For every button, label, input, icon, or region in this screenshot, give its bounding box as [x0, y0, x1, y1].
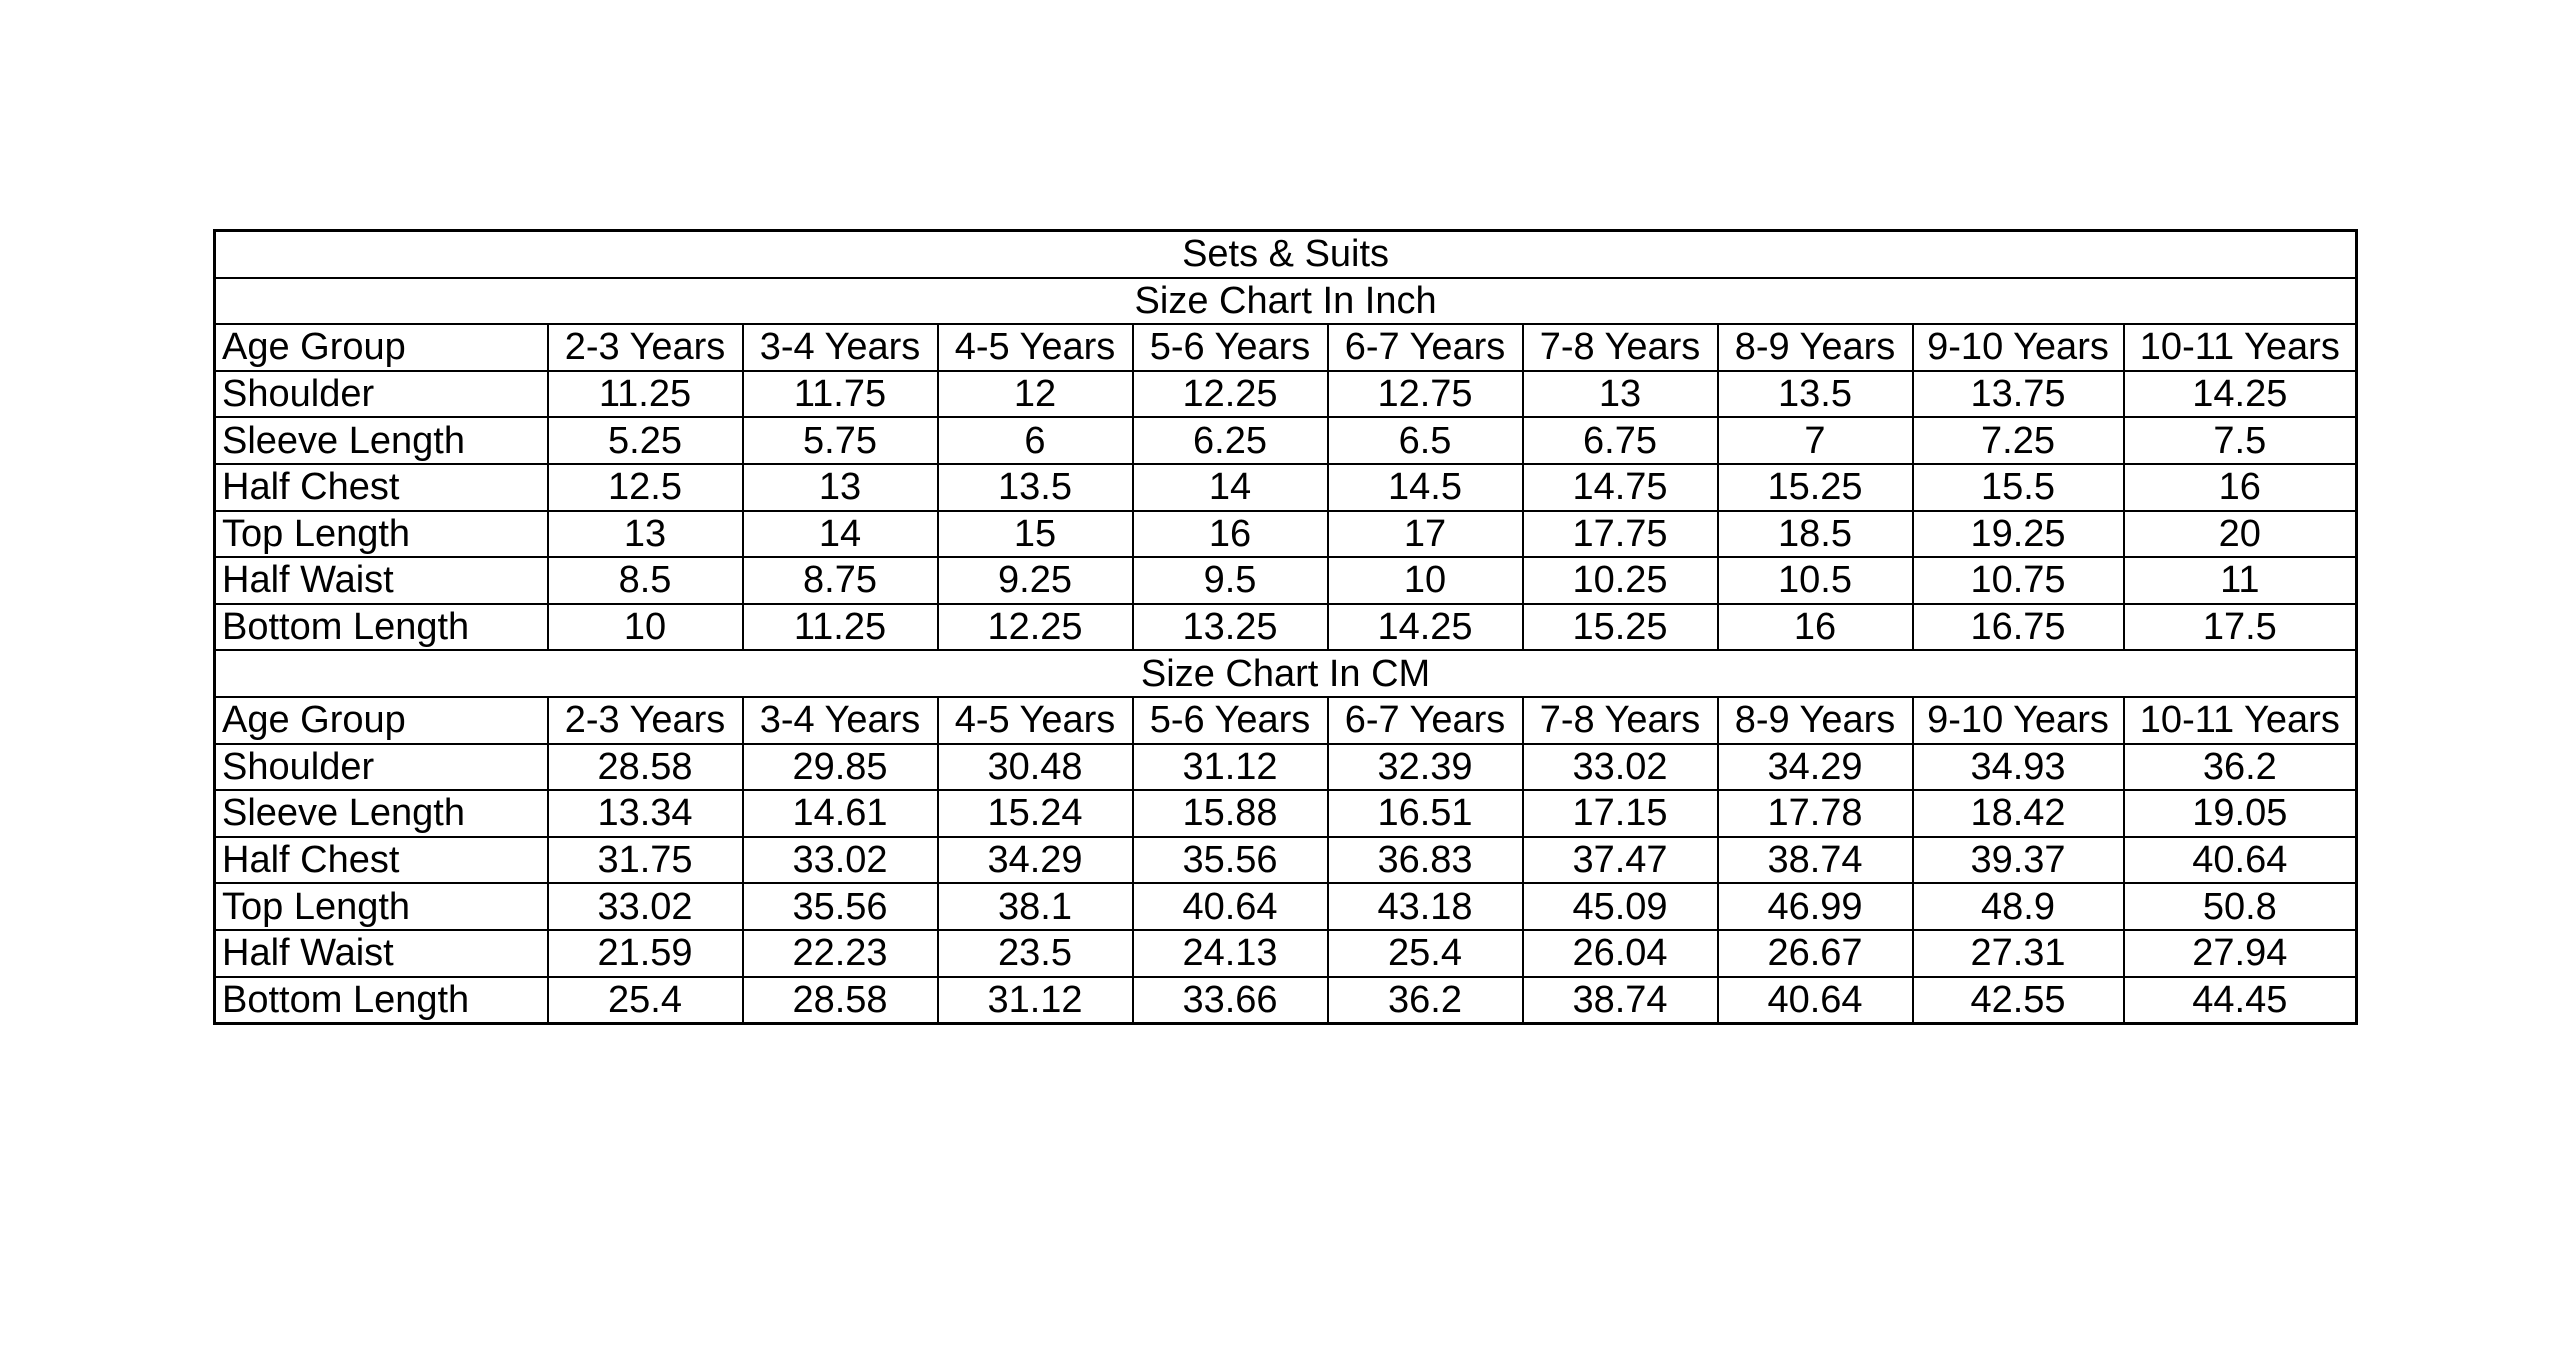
table-cell: 20 — [2124, 511, 2357, 558]
table-cell: 40.64 — [1133, 883, 1328, 930]
table-cell: 16 — [1133, 511, 1328, 558]
table-cell: 27.31 — [1913, 930, 2124, 977]
row-label-half-chest: Half Chest — [215, 837, 548, 884]
column-header: 4-5 Years — [938, 697, 1133, 744]
column-header-row-inch — [215, 324, 2357, 371]
column-header: 3-4 Years — [743, 324, 938, 371]
table-cell: 17.15 — [1523, 790, 1718, 837]
column-header: 5-6 Years — [1133, 324, 1328, 371]
table-cell: 11.75 — [743, 371, 938, 418]
table-cell: 12.5 — [548, 464, 743, 511]
table-row — [215, 883, 2357, 930]
table-row — [215, 557, 2357, 604]
table-cell: 34.93 — [1913, 744, 2124, 791]
table-cell: 12 — [938, 371, 1133, 418]
table-cell: 10 — [548, 604, 743, 651]
table-cell: 30.48 — [938, 744, 1133, 791]
table-cell: 17 — [1328, 511, 1523, 558]
table-cell: 15.5 — [1913, 464, 2124, 511]
table-cell: 37.47 — [1523, 837, 1718, 884]
table-row — [215, 977, 2357, 1024]
table-cell: 7.5 — [2124, 417, 2357, 464]
table-cell: 15 — [938, 511, 1133, 558]
table-cell: 26.67 — [1718, 930, 1913, 977]
table-cell: 19.05 — [2124, 790, 2357, 837]
table-cell: 10 — [1328, 557, 1523, 604]
column-header: 10-11 Years — [2124, 697, 2357, 744]
section-heading-row-inch — [215, 278, 2357, 325]
table-cell: 28.58 — [743, 977, 938, 1024]
table-row — [215, 511, 2357, 558]
size-chart-body — [215, 231, 2357, 1024]
table-row — [215, 744, 2357, 791]
table-cell: 10.25 — [1523, 557, 1718, 604]
row-label-bottom-length: Bottom Length — [215, 977, 548, 1024]
table-cell: 44.45 — [2124, 977, 2357, 1024]
table-row — [215, 790, 2357, 837]
table-cell: 9.5 — [1133, 557, 1328, 604]
table-cell: 11 — [2124, 557, 2357, 604]
table-cell: 36.2 — [2124, 744, 2357, 791]
table-cell: 25.4 — [548, 977, 743, 1024]
table-cell: 38.74 — [1523, 977, 1718, 1024]
table-cell: 29.85 — [743, 744, 938, 791]
table-row — [215, 417, 2357, 464]
table-cell: 13.25 — [1133, 604, 1328, 651]
table-cell: 50.8 — [2124, 883, 2357, 930]
table-cell: 34.29 — [1718, 744, 1913, 791]
table-cell: 10.75 — [1913, 557, 2124, 604]
column-header: 10-11 Years — [2124, 324, 2357, 371]
column-header: 7-8 Years — [1523, 697, 1718, 744]
table-cell: 11.25 — [743, 604, 938, 651]
section-heading-inch: Size Chart In Inch — [215, 278, 2357, 325]
chart-title: Sets & Suits — [215, 231, 2357, 278]
column-header-row-cm — [215, 697, 2357, 744]
table-cell: 36.2 — [1328, 977, 1523, 1024]
table-cell: 15.24 — [938, 790, 1133, 837]
table-cell: 36.83 — [1328, 837, 1523, 884]
table-cell: 24.13 — [1133, 930, 1328, 977]
table-cell: 16 — [2124, 464, 2357, 511]
table-row — [215, 464, 2357, 511]
table-cell: 13 — [548, 511, 743, 558]
table-cell: 14.25 — [2124, 371, 2357, 418]
table-cell: 33.66 — [1133, 977, 1328, 1024]
table-cell: 6.5 — [1328, 417, 1523, 464]
table-cell: 15.25 — [1523, 604, 1718, 651]
row-label-bottom-length: Bottom Length — [215, 604, 548, 651]
row-label-shoulder: Shoulder — [215, 744, 548, 791]
row-label-half-waist: Half Waist — [215, 557, 548, 604]
table-cell: 7.25 — [1913, 417, 2124, 464]
table-cell: 5.75 — [743, 417, 938, 464]
table-cell: 9.25 — [938, 557, 1133, 604]
column-header: 4-5 Years — [938, 324, 1133, 371]
table-cell: 17.5 — [2124, 604, 2357, 651]
table-cell: 13.5 — [1718, 371, 1913, 418]
table-cell: 14 — [743, 511, 938, 558]
table-cell: 40.64 — [1718, 977, 1913, 1024]
age-group-label: Age Group — [215, 697, 548, 744]
age-group-label: Age Group — [215, 324, 548, 371]
table-row — [215, 837, 2357, 884]
table-cell: 14.75 — [1523, 464, 1718, 511]
table-cell: 5.25 — [548, 417, 743, 464]
section-heading-cm: Size Chart In CM — [215, 650, 2357, 697]
column-header: 2-3 Years — [548, 697, 743, 744]
table-cell: 13 — [1523, 371, 1718, 418]
table-cell: 14.5 — [1328, 464, 1523, 511]
row-label-top-length: Top Length — [215, 883, 548, 930]
table-cell: 33.02 — [743, 837, 938, 884]
table-cell: 22.23 — [743, 930, 938, 977]
table-cell: 21.59 — [548, 930, 743, 977]
table-cell: 7 — [1718, 417, 1913, 464]
table-cell: 34.29 — [938, 837, 1133, 884]
table-cell: 48.9 — [1913, 883, 2124, 930]
table-cell: 13 — [743, 464, 938, 511]
column-header: 3-4 Years — [743, 697, 938, 744]
table-cell: 40.64 — [2124, 837, 2357, 884]
table-cell: 17.75 — [1523, 511, 1718, 558]
column-header: 9-10 Years — [1913, 324, 2124, 371]
table-cell: 19.25 — [1913, 511, 2124, 558]
table-cell: 15.88 — [1133, 790, 1328, 837]
table-cell: 31.12 — [938, 977, 1133, 1024]
table-cell: 35.56 — [1133, 837, 1328, 884]
table-cell: 25.4 — [1328, 930, 1523, 977]
table-cell: 45.09 — [1523, 883, 1718, 930]
table-cell: 10.5 — [1718, 557, 1913, 604]
table-cell: 32.39 — [1328, 744, 1523, 791]
column-header: 7-8 Years — [1523, 324, 1718, 371]
column-header: 9-10 Years — [1913, 697, 2124, 744]
table-cell: 14.25 — [1328, 604, 1523, 651]
column-header: 2-3 Years — [548, 324, 743, 371]
column-header: 8-9 Years — [1718, 324, 1913, 371]
column-header: 6-7 Years — [1328, 324, 1523, 371]
row-label-top-length: Top Length — [215, 511, 548, 558]
column-header: 6-7 Years — [1328, 697, 1523, 744]
table-cell: 33.02 — [1523, 744, 1718, 791]
table-cell: 35.56 — [743, 883, 938, 930]
section-heading-row-cm — [215, 650, 2357, 697]
table-cell: 12.25 — [938, 604, 1133, 651]
table-cell: 13.75 — [1913, 371, 2124, 418]
table-cell: 31.12 — [1133, 744, 1328, 791]
table-cell: 18.42 — [1913, 790, 2124, 837]
row-label-shoulder: Shoulder — [215, 371, 548, 418]
table-cell: 12.75 — [1328, 371, 1523, 418]
table-cell: 28.58 — [548, 744, 743, 791]
table-cell: 14.61 — [743, 790, 938, 837]
column-header: 8-9 Years — [1718, 697, 1913, 744]
table-cell: 11.25 — [548, 371, 743, 418]
table-cell: 15.25 — [1718, 464, 1913, 511]
table-cell: 42.55 — [1913, 977, 2124, 1024]
table-cell: 38.74 — [1718, 837, 1913, 884]
table-cell: 16 — [1718, 604, 1913, 651]
size-chart-table — [213, 229, 2358, 1025]
table-cell: 8.5 — [548, 557, 743, 604]
table-cell: 8.75 — [743, 557, 938, 604]
table-cell: 6.25 — [1133, 417, 1328, 464]
table-row — [215, 930, 2357, 977]
table-cell: 17.78 — [1718, 790, 1913, 837]
table-cell: 6 — [938, 417, 1133, 464]
table-cell: 16.51 — [1328, 790, 1523, 837]
table-row — [215, 371, 2357, 418]
table-cell: 27.94 — [2124, 930, 2357, 977]
row-label-sleeve-length: Sleeve Length — [215, 417, 548, 464]
table-cell: 43.18 — [1328, 883, 1523, 930]
table-row — [215, 604, 2357, 651]
row-label-sleeve-length: Sleeve Length — [215, 790, 548, 837]
row-label-half-chest: Half Chest — [215, 464, 548, 511]
row-label-half-waist: Half Waist — [215, 930, 548, 977]
table-cell: 6.75 — [1523, 417, 1718, 464]
table-cell: 31.75 — [548, 837, 743, 884]
table-cell: 38.1 — [938, 883, 1133, 930]
table-cell: 13.5 — [938, 464, 1133, 511]
table-cell: 46.99 — [1718, 883, 1913, 930]
table-cell: 13.34 — [548, 790, 743, 837]
title-row — [215, 231, 2357, 278]
table-cell: 14 — [1133, 464, 1328, 511]
column-header: 5-6 Years — [1133, 697, 1328, 744]
table-cell: 18.5 — [1718, 511, 1913, 558]
table-cell: 16.75 — [1913, 604, 2124, 651]
table-cell: 26.04 — [1523, 930, 1718, 977]
table-cell: 39.37 — [1913, 837, 2124, 884]
table-cell: 23.5 — [938, 930, 1133, 977]
table-cell: 33.02 — [548, 883, 743, 930]
table-cell: 12.25 — [1133, 371, 1328, 418]
